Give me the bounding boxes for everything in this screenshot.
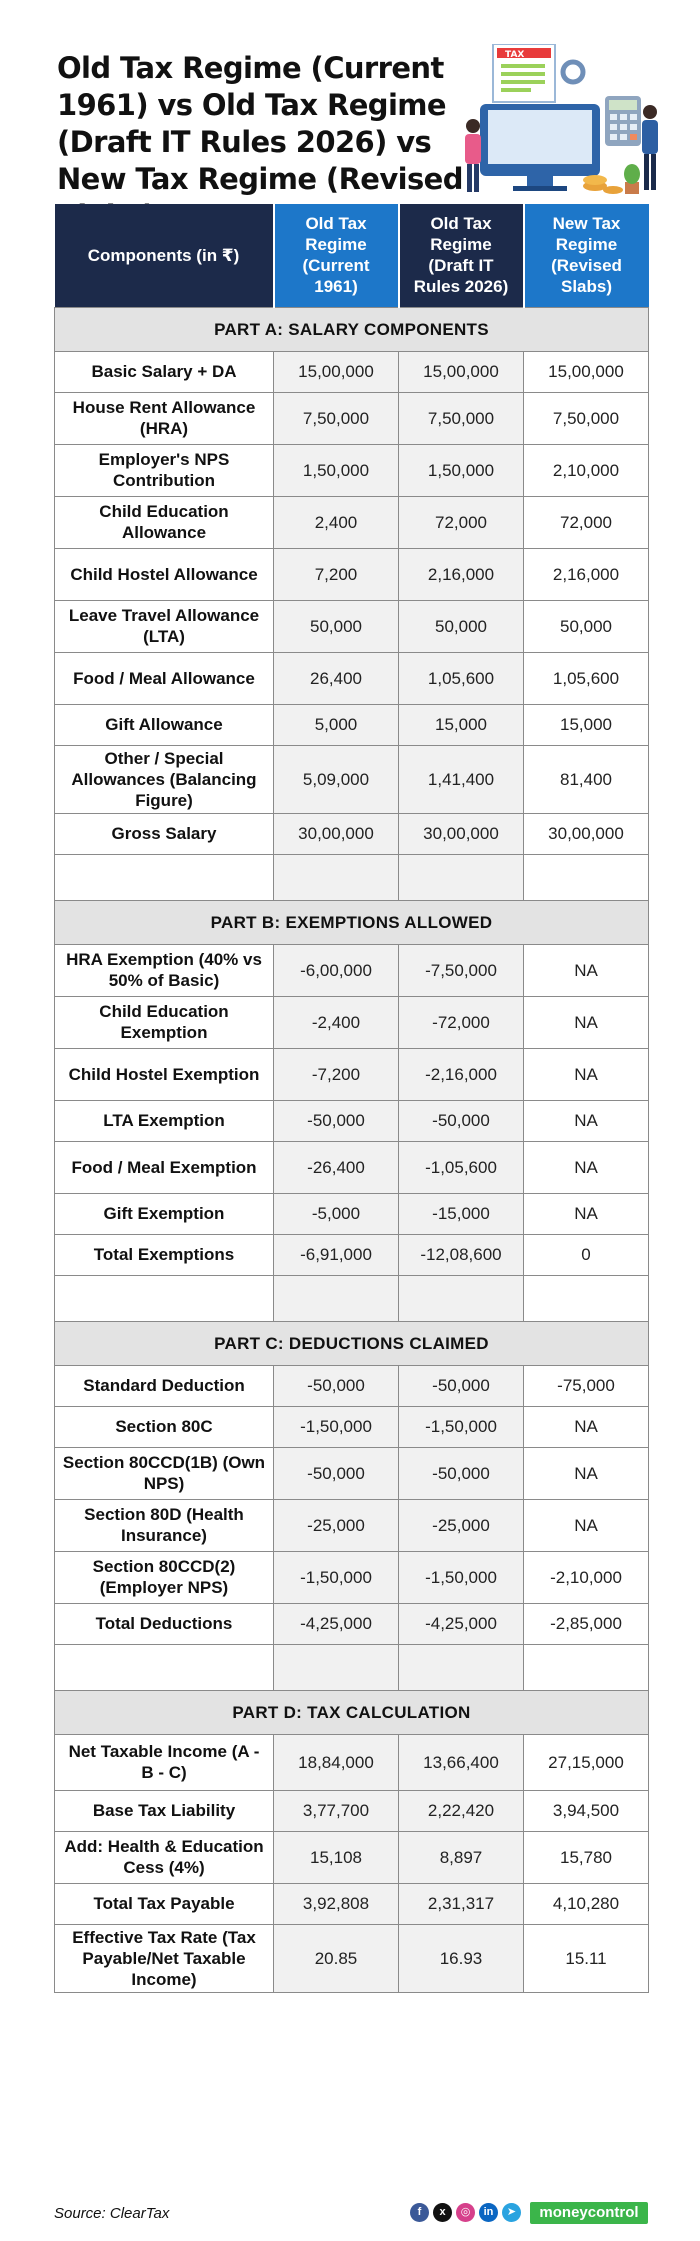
empty-cell <box>399 1644 524 1690</box>
table-row <box>55 1193 649 1234</box>
cell-old-current: -50,000 <box>274 1100 399 1141</box>
cell-old-draft: 2,31,317 <box>399 1883 524 1924</box>
footer <box>54 2200 648 2230</box>
row-label: Base Tax Liability <box>55 1790 274 1831</box>
cell-new: NA <box>524 1499 649 1551</box>
cell-new: NA <box>524 1447 649 1499</box>
cell-old-current: 20.85 <box>274 1924 399 1992</box>
table-row <box>55 1234 649 1275</box>
cell-old-current: -4,25,000 <box>274 1603 399 1644</box>
cell-old-draft: -25,000 <box>399 1499 524 1551</box>
cell-old-current: -6,00,000 <box>274 944 399 996</box>
row-label: Leave Travel Allowance (LTA) <box>55 600 274 652</box>
row-label: Child Hostel Exemption <box>55 1048 274 1100</box>
section-header-row <box>55 900 649 944</box>
source-note: Source: ClearTax <box>54 2205 170 2222</box>
table-row <box>55 1551 649 1603</box>
cell-new: 15,000 <box>524 704 649 745</box>
row-label: Section 80CCD(1B) (Own NPS) <box>55 1447 274 1499</box>
empty-cell <box>399 854 524 900</box>
telegram-icon[interactable]: ➤ <box>502 2203 521 2222</box>
table-row <box>55 704 649 745</box>
row-label: Total Exemptions <box>55 1234 274 1275</box>
cell-old-draft: -15,000 <box>399 1193 524 1234</box>
table-row <box>55 1406 649 1447</box>
cell-old-current: -50,000 <box>274 1447 399 1499</box>
linkedin-icon[interactable]: in <box>479 2203 498 2222</box>
cell-old-draft: 16.93 <box>399 1924 524 1992</box>
row-label: Standard Deduction <box>55 1365 274 1406</box>
cell-old-draft: 1,50,000 <box>399 444 524 496</box>
cell-old-draft: -1,50,000 <box>399 1551 524 1603</box>
cell-new: 30,00,000 <box>524 813 649 854</box>
row-label: Section 80D (Health Insurance) <box>55 1499 274 1551</box>
section-header-row <box>55 1321 649 1365</box>
cell-old-draft: -2,16,000 <box>399 1048 524 1100</box>
cell-old-draft: -1,50,000 <box>399 1406 524 1447</box>
spacer-row <box>55 854 649 900</box>
table-row <box>55 1048 649 1100</box>
row-label: Total Tax Payable <box>55 1883 274 1924</box>
empty-cell <box>274 854 399 900</box>
row-label: Gift Allowance <box>55 704 274 745</box>
cell-old-draft: -72,000 <box>399 996 524 1048</box>
table-row <box>55 813 649 854</box>
cell-new: 81,400 <box>524 745 649 813</box>
cell-old-current: 5,000 <box>274 704 399 745</box>
cell-new: 15,00,000 <box>524 351 649 392</box>
cell-old-current: 15,00,000 <box>274 351 399 392</box>
cell-old-current: 30,00,000 <box>274 813 399 854</box>
row-label: Food / Meal Exemption <box>55 1141 274 1193</box>
cell-new: 0 <box>524 1234 649 1275</box>
section-title: PART B: EXEMPTIONS ALLOWED <box>55 900 649 944</box>
table-row <box>55 600 649 652</box>
cell-old-current: 26,400 <box>274 652 399 704</box>
cell-new: -75,000 <box>524 1365 649 1406</box>
section-title: PART C: DEDUCTIONS CLAIMED <box>55 1321 649 1365</box>
cell-old-current: -1,50,000 <box>274 1406 399 1447</box>
cell-new: NA <box>524 1048 649 1100</box>
row-label: Other / Special Allowances (Balancing Figure) <box>55 745 274 813</box>
header <box>0 0 700 200</box>
cell-old-current: -1,50,000 <box>274 1551 399 1603</box>
row-label: Gift Exemption <box>55 1193 274 1234</box>
cell-new: -2,85,000 <box>524 1603 649 1644</box>
cell-new: 4,10,280 <box>524 1883 649 1924</box>
row-label: Section 80CCD(2) (Employer NPS) <box>55 1551 274 1603</box>
table-body <box>55 307 649 1992</box>
table-row <box>55 392 649 444</box>
table-row <box>55 1141 649 1193</box>
tax-illustration <box>455 44 670 204</box>
cell-old-current: 3,77,700 <box>274 1790 399 1831</box>
spacer-row <box>55 1275 649 1321</box>
empty-cell <box>55 1644 274 1690</box>
table-row <box>55 1883 649 1924</box>
header-new: New Tax Regime (Revised Slabs) <box>524 204 649 307</box>
empty-cell <box>274 1644 399 1690</box>
header-old-draft: Old Tax Regime (Draft IT Rules 2026) <box>399 204 524 307</box>
empty-cell <box>524 1275 649 1321</box>
row-label: Child Education Allowance <box>55 496 274 548</box>
table-header-row <box>55 204 649 307</box>
cell-old-draft: 8,897 <box>399 1831 524 1883</box>
cell-old-current: 5,09,000 <box>274 745 399 813</box>
cell-old-current: -25,000 <box>274 1499 399 1551</box>
cell-old-draft: 15,000 <box>399 704 524 745</box>
section-title: PART D: TAX CALCULATION <box>55 1690 649 1734</box>
page-title: Old Tax Regime (Current 1961) vs Old Tax Regime (Draft IT Rules 2026) vs New Tax Regime (Revised <box>57 51 463 196</box>
cell-new: NA <box>524 944 649 996</box>
cell-old-draft: 13,66,400 <box>399 1734 524 1790</box>
cell-old-draft: 1,41,400 <box>399 745 524 813</box>
row-label: House Rent Allowance (HRA) <box>55 392 274 444</box>
section-header-row <box>55 1690 649 1734</box>
cell-new: 2,10,000 <box>524 444 649 496</box>
empty-cell <box>524 854 649 900</box>
section-title: PART A: SALARY COMPONENTS <box>55 307 649 351</box>
empty-cell <box>399 1275 524 1321</box>
cell-old-current: -2,400 <box>274 996 399 1048</box>
row-label: Food / Meal Allowance <box>55 652 274 704</box>
table-row <box>55 1447 649 1499</box>
table-row <box>55 496 649 548</box>
instagram-icon[interactable]: ◎ <box>456 2203 475 2222</box>
cell-old-draft: -12,08,600 <box>399 1234 524 1275</box>
brand-logo: moneycontrol <box>530 2202 648 2224</box>
cell-old-draft: -4,25,000 <box>399 1603 524 1644</box>
row-label: Employer's NPS Contribution <box>55 444 274 496</box>
cell-old-current: 1,50,000 <box>274 444 399 496</box>
cell-old-current: 3,92,808 <box>274 1883 399 1924</box>
table-row <box>55 652 649 704</box>
cell-old-draft: -50,000 <box>399 1100 524 1141</box>
x-icon[interactable]: x <box>433 2203 452 2222</box>
cell-new: 27,15,000 <box>524 1734 649 1790</box>
table-row <box>55 1100 649 1141</box>
cell-old-draft: 2,22,420 <box>399 1790 524 1831</box>
cell-old-current: -6,91,000 <box>274 1234 399 1275</box>
cell-old-current: 50,000 <box>274 600 399 652</box>
cell-new: NA <box>524 1141 649 1193</box>
table-row <box>55 996 649 1048</box>
cell-new: NA <box>524 1100 649 1141</box>
cell-old-draft: 15,00,000 <box>399 351 524 392</box>
row-label: Total Deductions <box>55 1603 274 1644</box>
cell-old-draft: 50,000 <box>399 600 524 652</box>
row-label: Section 80C <box>55 1406 274 1447</box>
cell-new: 3,94,500 <box>524 1790 649 1831</box>
cell-old-draft: -50,000 <box>399 1447 524 1499</box>
cell-old-current: 15,108 <box>274 1831 399 1883</box>
row-label: LTA Exemption <box>55 1100 274 1141</box>
table-row <box>55 351 649 392</box>
cell-old-current: 2,400 <box>274 496 399 548</box>
table-row <box>55 548 649 600</box>
facebook-icon[interactable]: f <box>410 2203 429 2222</box>
header-components: Components (in ₹) <box>55 204 274 307</box>
cell-new: -2,10,000 <box>524 1551 649 1603</box>
cell-new: 7,50,000 <box>524 392 649 444</box>
table-row <box>55 1499 649 1551</box>
row-label: HRA Exemption (40% vs 50% of Basic) <box>55 944 274 996</box>
empty-cell <box>55 854 274 900</box>
cell-old-current: 18,84,000 <box>274 1734 399 1790</box>
empty-cell <box>55 1275 274 1321</box>
cell-old-draft: -7,50,000 <box>399 944 524 996</box>
row-label: Effective Tax Rate (Tax Payable/Net Taxable Income) <box>55 1924 274 1992</box>
cell-new: NA <box>524 1193 649 1234</box>
table-row <box>55 1734 649 1790</box>
cell-old-current: 7,50,000 <box>274 392 399 444</box>
cell-old-current: 7,200 <box>274 548 399 600</box>
table-row <box>55 1790 649 1831</box>
cell-old-draft: 2,16,000 <box>399 548 524 600</box>
tax-sign-text: TAX <box>505 50 525 60</box>
cell-old-current: -5,000 <box>274 1193 399 1234</box>
cell-old-draft: -1,05,600 <box>399 1141 524 1193</box>
section-header-row <box>55 307 649 351</box>
row-label: Basic Salary + DA <box>55 351 274 392</box>
cell-old-draft: 7,50,000 <box>399 392 524 444</box>
cell-old-draft: 72,000 <box>399 496 524 548</box>
row-label: Add: Health & Education Cess (4%) <box>55 1831 274 1883</box>
table-row <box>55 1365 649 1406</box>
empty-cell <box>274 1275 399 1321</box>
table-row <box>55 944 649 996</box>
cell-old-draft: 30,00,000 <box>399 813 524 854</box>
header-old-current: Old Tax Regime (Current 1961) <box>274 204 399 307</box>
table-row <box>55 1603 649 1644</box>
cell-new: 15.11 <box>524 1924 649 1992</box>
cell-old-draft: -50,000 <box>399 1365 524 1406</box>
cell-old-current: -7,200 <box>274 1048 399 1100</box>
row-label: Child Education Exemption <box>55 996 274 1048</box>
social-icons <box>410 2203 521 2222</box>
table-row <box>55 1924 649 1992</box>
row-label: Net Taxable Income (A - B - C) <box>55 1734 274 1790</box>
tax-comparison-table <box>54 204 649 1993</box>
table-row <box>55 1831 649 1883</box>
row-label: Child Hostel Allowance <box>55 548 274 600</box>
cell-new: 1,05,600 <box>524 652 649 704</box>
cell-new: 2,16,000 <box>524 548 649 600</box>
empty-cell <box>524 1644 649 1690</box>
spacer-row <box>55 1644 649 1690</box>
cell-new: 15,780 <box>524 1831 649 1883</box>
cell-old-current: -26,400 <box>274 1141 399 1193</box>
cell-new: NA <box>524 996 649 1048</box>
cell-old-current: -50,000 <box>274 1365 399 1406</box>
cell-new: NA <box>524 1406 649 1447</box>
cell-old-draft: 1,05,600 <box>399 652 524 704</box>
cell-new: 72,000 <box>524 496 649 548</box>
table-row <box>55 745 649 813</box>
cell-new: 50,000 <box>524 600 649 652</box>
row-label: Gross Salary <box>55 813 274 854</box>
table-row <box>55 444 649 496</box>
